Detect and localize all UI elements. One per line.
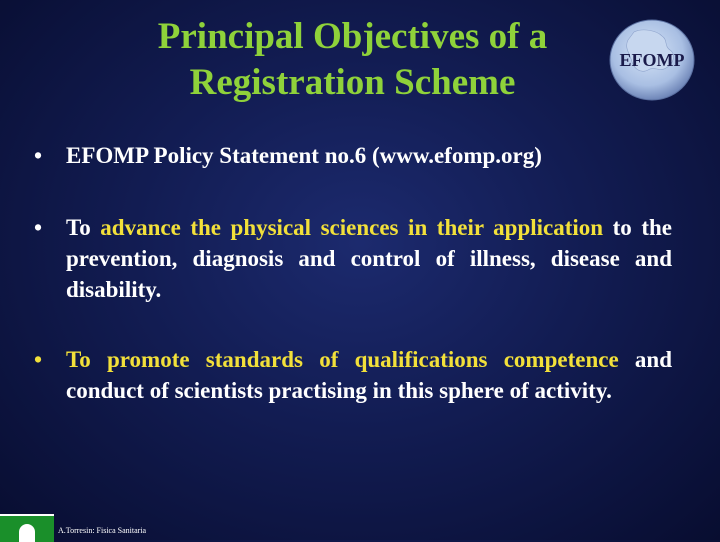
- bullet-dot: •: [34, 143, 43, 168]
- bullet-text-lead: To: [66, 215, 91, 240]
- bullet-highlight: advance the physical sciences in their application: [100, 215, 604, 240]
- footer-logo-box: [0, 514, 54, 542]
- bullet-dot: •: [34, 215, 43, 240]
- slide-title-line2: Registration Scheme: [189, 62, 516, 103]
- footer-logo-shape: [19, 524, 35, 542]
- slide-title: [60, 14, 645, 106]
- bullet-highlight: To promote standards of qualifications competence: [66, 347, 619, 372]
- footer-credit: A.Torresin: Fisica Sanitaria: [58, 526, 147, 535]
- efomp-logo-text: EFOMP: [619, 50, 685, 70]
- bullet-objective-advance: [34, 212, 672, 305]
- bullet-text-rest: and conduct of scientists practising in this sphere of activity.: [66, 347, 672, 403]
- slide-title-line1: Principal Objectives of a: [157, 16, 548, 57]
- bullet-dot: •: [34, 347, 43, 372]
- efomp-logo: [604, 18, 696, 102]
- bullet-objective-standards: [34, 344, 672, 406]
- bullet-text: EFOMP Policy Statement no.6 (www.efomp.org): [66, 143, 542, 168]
- bullet-text-rest: to the prevention, diagnosis and control of illness, disease and disability.: [66, 215, 672, 302]
- bullet-policy-statement: [34, 140, 672, 171]
